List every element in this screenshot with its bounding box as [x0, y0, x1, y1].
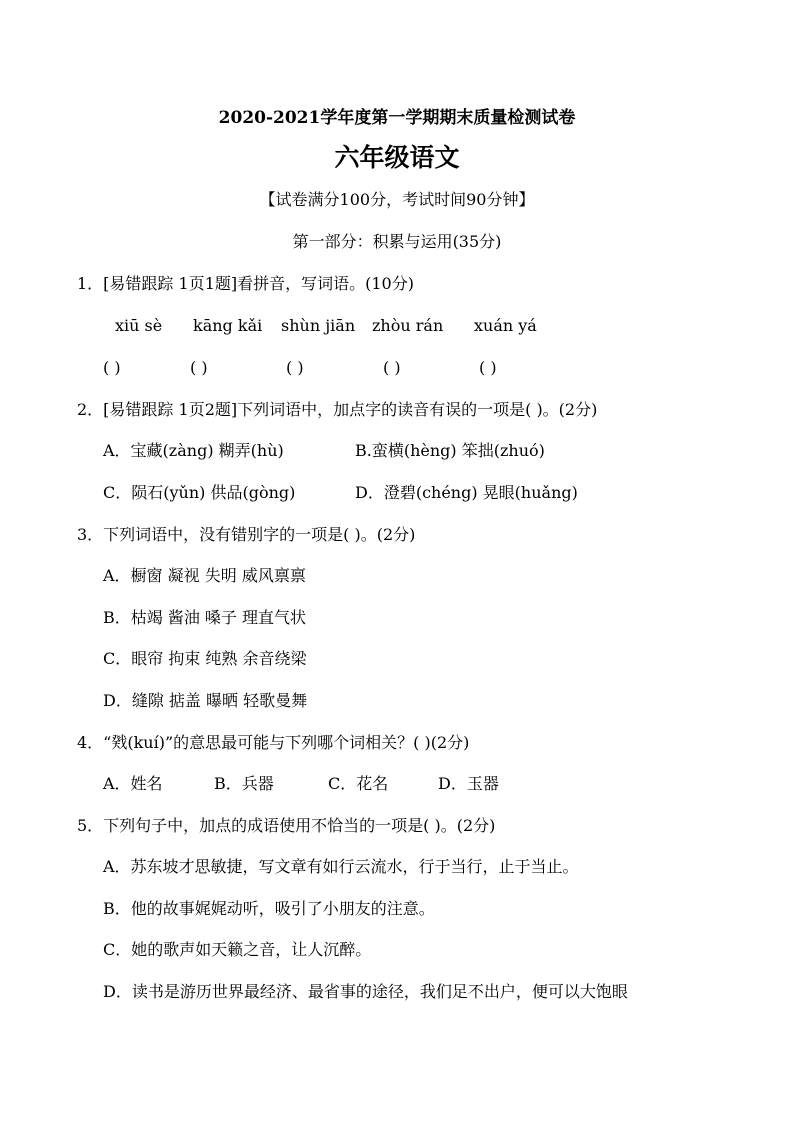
question-5-stem: 5．下列句子中，加点的成语使用不恰当的一项是( )。(2分)	[77, 816, 496, 835]
pinyin-3: shùn jiān	[281, 316, 356, 335]
answer-blank-4[interactable]: ( )	[383, 358, 401, 377]
q4-option-b: B．兵器	[214, 774, 274, 793]
subject-title: 六年级语文	[334, 143, 460, 172]
answer-blank-5[interactable]: ( )	[479, 358, 497, 377]
question-4-stem: 4．“戣(kuí)”的意思最可能与下列哪个词相关？( )(2分)	[77, 733, 470, 752]
q5-option-d: D．读书是游历世界最经济、最省事的途径，我们足不出户，便可以大饱眼	[103, 982, 628, 1001]
exam-title: 2020-2021学年度第一学期期末质量检测试卷	[218, 108, 576, 128]
q2-option-b: B.蛮横(hèng) 笨拙(zhuó)	[355, 441, 545, 460]
question-2-stem: 2．[易错跟踪 1页2题]下列词语中，加点字的读音有误的一项是( )。(2分)	[77, 400, 598, 419]
q5-option-c: C．她的歌声如天籁之音，让人沉醉。	[103, 940, 372, 959]
pinyin-4: zhòu rán	[372, 316, 444, 335]
exam-info: 【试卷满分100分，考试时间90分钟】	[259, 190, 535, 209]
answer-blank-3[interactable]: ( )	[286, 358, 304, 377]
q3-option-d: D．缝隙 掂盖 曝晒 轻歌曼舞	[103, 691, 308, 710]
q2-option-a: A．宝藏(zàng) 糊弄(hù)	[103, 441, 284, 460]
question-1-stem: 1．[易错跟踪 1页1题]看拼音，写词语。(10分)	[77, 274, 414, 293]
answer-blank-2[interactable]: ( )	[190, 358, 208, 377]
q2-option-d: D．澄碧(chéng) 晃眼(huǎng)	[355, 483, 578, 502]
answer-blank-1[interactable]: ( )	[103, 358, 121, 377]
q2-option-c: C．陨石(yǔn) 供品(gòng)	[103, 483, 296, 502]
q4-option-c: C．花名	[328, 774, 389, 793]
q3-option-b: B．枯竭 酱油 嗓子 理直气状	[103, 608, 307, 627]
question-3-stem: 3．下列词语中，没有错别字的一项是( )。(2分)	[77, 525, 416, 544]
q3-option-c: C．眼帘 拘束 纯熟 余音绕梁	[103, 649, 307, 668]
q4-option-a: A．姓名	[103, 774, 163, 793]
q3-option-a: A．橱窗 凝视 失明 威风禀禀	[103, 566, 306, 585]
q4-option-d: D．玉器	[438, 774, 499, 793]
pinyin-1: xiū sè	[115, 316, 163, 335]
q5-option-b: B．他的故事娓娓动听，吸引了小朋友的注意。	[103, 899, 435, 918]
pinyin-2: kāng kǎi	[193, 316, 263, 335]
section-heading: 第一部分：积累与运用(35分)	[292, 232, 502, 251]
pinyin-5: xuán yá	[474, 316, 537, 335]
q5-option-a: A．苏东坡才思敏捷，写文章有如行云流水，行于当行，止于当止。	[103, 857, 579, 876]
